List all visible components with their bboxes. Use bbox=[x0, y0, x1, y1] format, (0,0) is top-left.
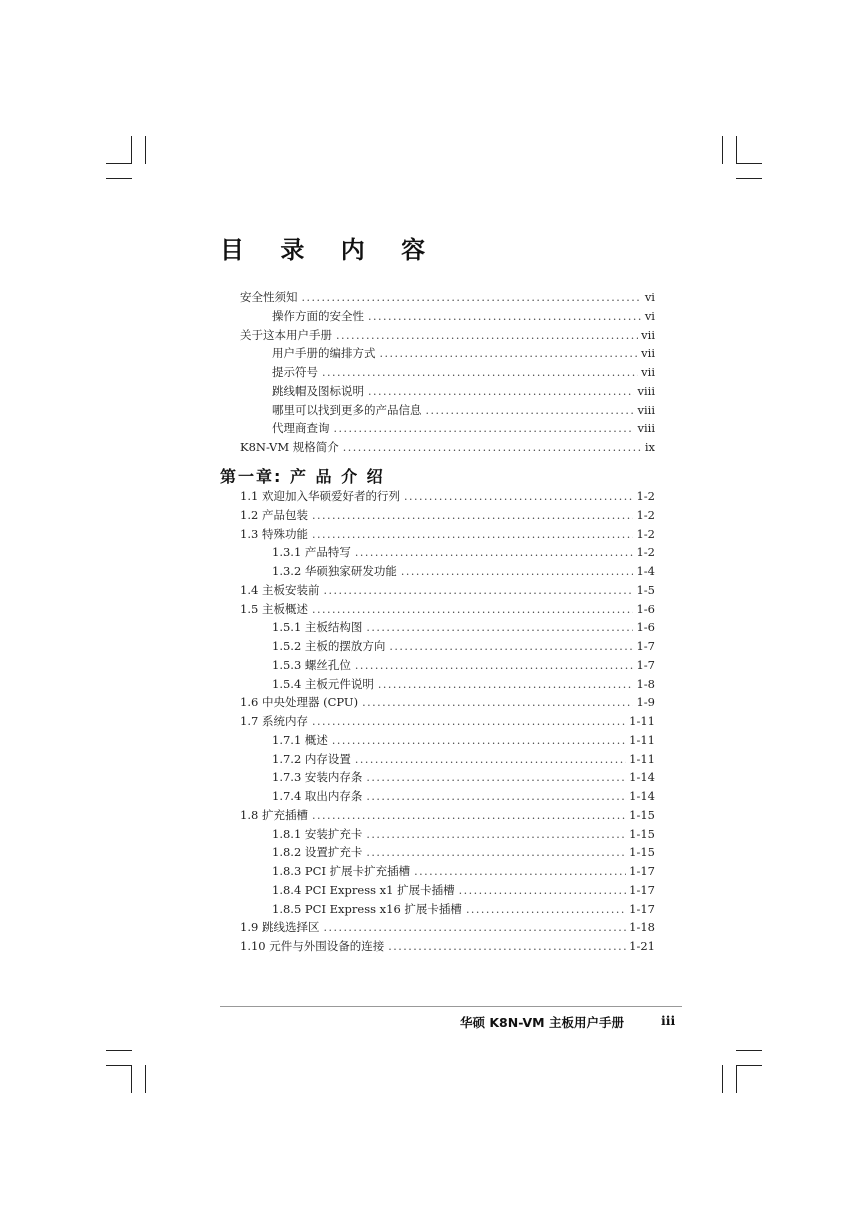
toc-entry-label: 1.7.3 安装内存条 bbox=[272, 770, 363, 785]
toc-entry-page: 1-14 bbox=[629, 770, 655, 785]
toc-entry-label: 1.8.3 PCI 扩展卡扩充插槽 bbox=[272, 864, 411, 878]
toc-entry[interactable] bbox=[240, 806, 655, 824]
toc-leader-dots bbox=[401, 563, 634, 581]
toc-entry[interactable] bbox=[272, 675, 655, 693]
toc-leader-dots bbox=[366, 619, 633, 637]
toc-leader-dots bbox=[368, 308, 642, 326]
toc-entry-page: 1-2 bbox=[636, 489, 655, 503]
toc-leader-dots bbox=[312, 526, 634, 544]
toc-entry-page: 1-9 bbox=[636, 695, 655, 710]
toc-entry-label: 1.5.3 螺丝孔位 bbox=[272, 657, 351, 672]
toc-leader-dots bbox=[426, 402, 635, 420]
toc-entry[interactable] bbox=[240, 487, 655, 505]
toc-entry-label: 1.7.1 概述 bbox=[272, 732, 328, 747]
toc-entry-label: 用户手册的编排方式 bbox=[272, 346, 376, 361]
toc-entry-page: ix bbox=[644, 440, 655, 454]
footer-page-number: iii bbox=[661, 1013, 676, 1028]
toc-entry-page: 1-7 bbox=[636, 639, 655, 653]
toc-entry-page: 1-2 bbox=[636, 545, 655, 560]
toc-entry-page: 1-17 bbox=[629, 864, 655, 878]
toc-entry-page: 1-11 bbox=[629, 732, 655, 747]
toc-entry[interactable] bbox=[272, 750, 655, 768]
toc-entry[interactable] bbox=[272, 618, 655, 636]
toc-entry-page: 1-4 bbox=[636, 564, 655, 578]
toc-entry-label: 1.3.2 华硕独家研发功能 bbox=[272, 564, 397, 578]
toc-leader-dots bbox=[378, 676, 634, 694]
toc-entry[interactable] bbox=[272, 825, 655, 843]
toc-leader-dots bbox=[312, 807, 626, 825]
toc-entry-page: 1-17 bbox=[629, 882, 655, 897]
toc-leader-dots bbox=[459, 882, 627, 900]
toc-entry-page: viii bbox=[637, 421, 655, 436]
toc-leader-dots bbox=[466, 901, 626, 919]
toc-entry[interactable] bbox=[272, 363, 655, 381]
toc-entry-label: 1.3 特殊功能 bbox=[240, 526, 308, 541]
toc-entry-page: 1-5 bbox=[636, 582, 655, 597]
toc-entry-label: 1.8.1 安装扩充卡 bbox=[272, 826, 363, 841]
toc-entry[interactable] bbox=[240, 937, 655, 955]
toc-entry-page: vii bbox=[641, 327, 655, 342]
toc-entry[interactable] bbox=[272, 843, 655, 861]
toc-entry-page: 1-6 bbox=[636, 620, 655, 635]
toc-entry-label: 提示符号 bbox=[272, 365, 318, 379]
toc-leader-dots bbox=[332, 732, 626, 750]
toc-leader-dots bbox=[312, 601, 634, 619]
toc-entry-page: 1-6 bbox=[636, 601, 655, 616]
toc-entry-page: 1-14 bbox=[629, 789, 655, 803]
toc-entry-label: 1.5.1 主板结构图 bbox=[272, 620, 363, 635]
toc-entry-page: 1-15 bbox=[629, 845, 655, 860]
toc-entry-label: 1.9 跳线选择区 bbox=[240, 920, 320, 935]
toc-entry-page: 1-7 bbox=[636, 657, 655, 672]
toc-entry[interactable] bbox=[240, 525, 655, 543]
toc-leader-dots bbox=[366, 769, 626, 787]
toc-entry[interactable] bbox=[272, 656, 655, 674]
toc-entry-label: 1.8.4 PCI Express x1 扩展卡插槽 bbox=[272, 882, 455, 897]
toc-entry[interactable] bbox=[240, 693, 655, 711]
toc-leader-dots bbox=[322, 364, 638, 382]
toc-leader-dots bbox=[355, 544, 634, 562]
toc-entry[interactable] bbox=[240, 326, 655, 344]
toc-entry-label: 1.4 主板安装前 bbox=[240, 582, 320, 597]
toc-entry-page: 1-11 bbox=[629, 714, 655, 728]
toc-entry[interactable] bbox=[272, 344, 655, 362]
toc-entry[interactable] bbox=[272, 401, 655, 419]
toc-entry-page: 1-21 bbox=[629, 939, 655, 953]
toc-entry-label: 哪里可以找到更多的产品信息 bbox=[272, 402, 422, 417]
toc-entry-label: 1.1 欢迎加入华硕爱好者的行列 bbox=[240, 489, 400, 503]
toc-entry-label: 跳线帽及图标说明 bbox=[272, 383, 364, 398]
toc-entry-label: 1.7.2 内存设置 bbox=[272, 751, 351, 766]
toc-leader-dots bbox=[323, 582, 633, 600]
toc-entry-page: 1-17 bbox=[629, 901, 655, 916]
toc-entry-page: viii bbox=[637, 402, 655, 417]
toc-entry-label: 1.5.4 主板元件说明 bbox=[272, 676, 374, 691]
toc-leader-dots bbox=[343, 439, 642, 457]
toc-leader-dots bbox=[366, 788, 626, 806]
toc-entry-page: 1-15 bbox=[629, 807, 655, 822]
toc-entry-label: 1.7 系统内存 bbox=[240, 714, 308, 728]
toc-entry[interactable] bbox=[272, 768, 655, 786]
footer-divider bbox=[220, 1006, 682, 1007]
toc-leader-dots bbox=[368, 383, 634, 401]
toc-entry-page: 1-2 bbox=[636, 507, 655, 522]
toc-entry-label: K8N-VM 规格简介 bbox=[240, 440, 339, 454]
toc-entry-label: 1.7.4 取出内存条 bbox=[272, 789, 363, 803]
toc-entry[interactable] bbox=[240, 581, 655, 599]
toc-leader-dots bbox=[366, 826, 626, 844]
toc-entry[interactable] bbox=[272, 862, 655, 880]
toc-entry[interactable] bbox=[240, 438, 655, 456]
toc-entry[interactable] bbox=[240, 506, 655, 524]
toc-entry-label: 关于这本用户手册 bbox=[240, 327, 332, 342]
toc-entry-page: 1-8 bbox=[636, 676, 655, 691]
toc-entry-label: 1.8 扩充插槽 bbox=[240, 807, 308, 822]
toc-entry-label: 代理商查询 bbox=[272, 421, 330, 436]
toc-leader-dots bbox=[355, 751, 626, 769]
toc-entry-label: 1.10 元件与外围设备的连接 bbox=[240, 939, 385, 953]
toc-entry-page: 1-2 bbox=[636, 526, 655, 541]
toc-entry-label: 1.6 中央处理器 (CPU) bbox=[240, 695, 359, 710]
toc-entry-page: 1-18 bbox=[629, 920, 655, 935]
toc-entry[interactable] bbox=[272, 562, 655, 580]
toc-leader-dots bbox=[388, 938, 626, 956]
toc-leader-dots bbox=[366, 844, 626, 862]
toc-entry-page: 1-15 bbox=[629, 826, 655, 841]
footer-title: 华硕 K8N-VM 主板用户手册 bbox=[460, 1015, 624, 1030]
toc-entry-page: vi bbox=[644, 308, 655, 323]
toc-entry-label: 1.3.1 产品特写 bbox=[272, 545, 351, 560]
toc-entry[interactable] bbox=[272, 731, 655, 749]
toc-entry-label: 1.2 产品包装 bbox=[240, 507, 308, 522]
toc-entry[interactable] bbox=[272, 881, 655, 899]
toc-leader-dots bbox=[355, 657, 634, 675]
toc-leader-dots bbox=[414, 863, 626, 881]
toc-entry-page: vii bbox=[641, 346, 655, 361]
toc-leader-dots bbox=[323, 919, 626, 937]
toc-leader-dots bbox=[389, 638, 633, 656]
toc-entry-label: 1.5.2 主板的摆放方向 bbox=[272, 639, 386, 653]
toc-entry-page: vi bbox=[644, 290, 655, 304]
toc-entry[interactable] bbox=[240, 918, 655, 936]
toc-entry[interactable] bbox=[240, 288, 655, 306]
toc-entry-page: viii bbox=[637, 383, 655, 398]
toc-entry[interactable] bbox=[272, 543, 655, 561]
toc-leader-dots bbox=[380, 345, 639, 363]
toc-entry[interactable] bbox=[272, 787, 655, 805]
toc-entry-label: 操作方面的安全性 bbox=[272, 308, 364, 323]
toc-entry[interactable] bbox=[240, 600, 655, 618]
toc-leader-dots bbox=[302, 289, 642, 307]
toc-entry[interactable] bbox=[240, 712, 655, 730]
toc-leader-dots bbox=[336, 327, 638, 345]
toc-entry[interactable] bbox=[272, 900, 655, 918]
toc-entry-page: vii bbox=[641, 365, 655, 379]
toc-entry-label: 1.8.5 PCI Express x16 扩展卡插槽 bbox=[272, 901, 462, 916]
toc-entry-label: 1.8.2 设置扩充卡 bbox=[272, 845, 363, 860]
toc-entry[interactable] bbox=[272, 637, 655, 655]
toc-entry[interactable] bbox=[272, 419, 655, 437]
toc-entry[interactable] bbox=[272, 382, 655, 400]
toc-entry-label: 安全性须知 bbox=[240, 290, 298, 304]
toc-entry-label: 1.5 主板概述 bbox=[240, 601, 308, 616]
toc-entry[interactable] bbox=[272, 307, 655, 325]
page-title: 目 录 内 容 bbox=[220, 236, 440, 264]
toc-entry-page: 1-11 bbox=[629, 751, 655, 766]
toc-leader-dots bbox=[312, 507, 634, 525]
chapter-title: 第一章: 产 品 介 绍 bbox=[220, 467, 385, 486]
toc-leader-dots bbox=[404, 488, 634, 506]
toc-leader-dots bbox=[362, 694, 633, 712]
toc-leader-dots bbox=[334, 420, 635, 438]
toc-leader-dots bbox=[312, 713, 626, 731]
